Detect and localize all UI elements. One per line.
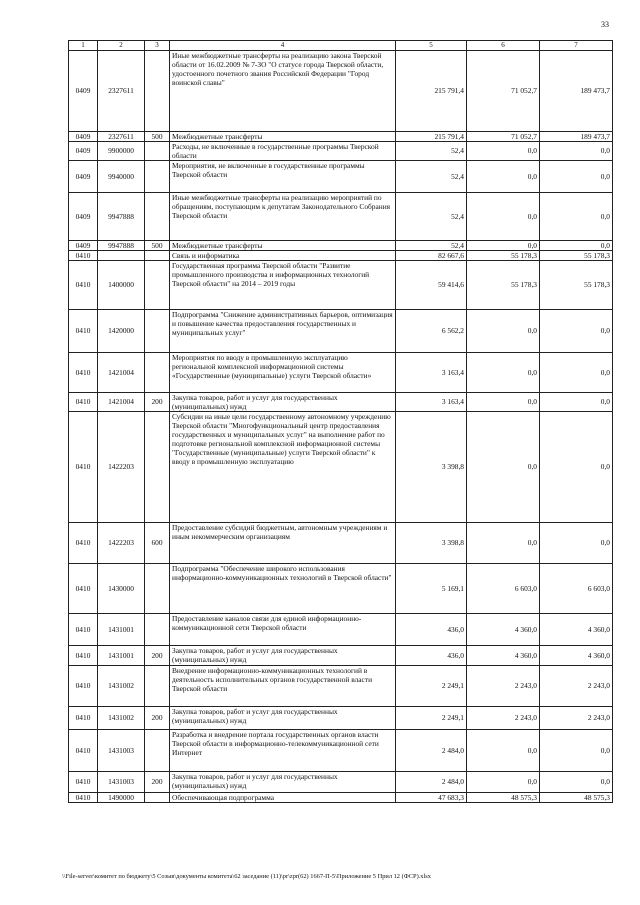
- code-section: 0410: [69, 729, 98, 771]
- code-section: 0410: [69, 563, 98, 613]
- table-row: [69, 665, 613, 706]
- code-target: 1421004: [98, 392, 145, 411]
- amount-col-5: 52,4: [396, 240, 467, 250]
- code-section: 0410: [69, 706, 98, 729]
- amount-col-7: 189 473,7: [540, 131, 613, 141]
- code-expense-type: [145, 141, 170, 160]
- table-row: [69, 50, 613, 131]
- amount-col-5: 215 791,4: [396, 50, 467, 131]
- row-description: Закупка товаров, работ и услуг для государственных (муниципальных) нужд: [170, 392, 396, 411]
- code-expense-type: 500: [145, 240, 170, 250]
- row-description: Мероприятия, не включенные в государственные программы Тверской области: [170, 160, 396, 192]
- code-expense-type: 200: [145, 771, 170, 792]
- table-row: [69, 522, 613, 563]
- table-row: [69, 613, 613, 645]
- code-section: 0409: [69, 141, 98, 160]
- code-section: 0410: [69, 250, 98, 260]
- amount-col-7: 55 178,3: [540, 250, 613, 260]
- header-col-5: 5: [396, 41, 467, 51]
- code-target: 1420000: [98, 309, 145, 352]
- amount-col-7: 6 603,0: [540, 563, 613, 613]
- code-target: 1422203: [98, 411, 145, 522]
- amount-col-6: 0,0: [467, 392, 540, 411]
- amount-col-5: 2 484,0: [396, 729, 467, 771]
- amount-col-6: 48 575,3: [467, 792, 540, 802]
- amount-col-6: 0,0: [467, 309, 540, 352]
- file-path-footer: \\File-server\комитет по бюджету\5 Созыв\документы комитета\62 заседание (11)\pr\zpr(62) 1667-П-5\Приложение 5 Прил 12 (ФСР).xlsx: [62, 873, 431, 880]
- amount-col-5: 2 249,1: [396, 706, 467, 729]
- row-description: Расходы, не включенные в государственные программы Тверской области: [170, 141, 396, 160]
- row-description: Иные межбюджетные трансферты на реализацию закона Тверской области от 16.02.2009 № 7-ЗО "О статусе города Тверской области, удостоенного почетного звания Российской Федерации "Город воинской славы": [170, 50, 396, 131]
- row-description: Межбюджетные трансферты: [170, 240, 396, 250]
- code-target: [98, 250, 145, 260]
- row-description: Мероприятия по вводу в промышленную эксплуатацию региональной комплексной информационной системы «Государственные (муниципальные) услуги Тверской области»: [170, 352, 396, 392]
- code-expense-type: [145, 192, 170, 240]
- code-expense-type: [145, 563, 170, 613]
- code-expense-type: 200: [145, 706, 170, 729]
- amount-col-6: 71 052,7: [467, 50, 540, 131]
- code-section: 0409: [69, 131, 98, 141]
- budget-table: [68, 40, 613, 803]
- code-target: 1430000: [98, 563, 145, 613]
- code-target: 2327611: [98, 131, 145, 141]
- table-row: [69, 352, 613, 392]
- amount-col-7: 2 243,0: [540, 665, 613, 706]
- row-description: Внедрение информационно-коммуникационных технологий в деятельность исполнительных органов государственной власти Тверской области: [170, 665, 396, 706]
- table-row: [69, 771, 613, 792]
- code-section: 0410: [69, 613, 98, 645]
- amount-col-7: 4 360,0: [540, 645, 613, 665]
- code-expense-type: [145, 792, 170, 802]
- amount-col-5: 5 169,1: [396, 563, 467, 613]
- code-section: 0409: [69, 50, 98, 131]
- code-target: 1431003: [98, 771, 145, 792]
- code-target: 1400000: [98, 260, 145, 309]
- code-target: 1431002: [98, 665, 145, 706]
- row-description: Иные межбюджетные трансферты на реализацию мероприятий по обращениям, поступающим к депутатам Законодательного Собрания Тверской области: [170, 192, 396, 240]
- amount-col-6: 0,0: [467, 771, 540, 792]
- amount-col-6: 0,0: [467, 411, 540, 522]
- amount-col-5: 52,4: [396, 192, 467, 240]
- table-row: [69, 160, 613, 192]
- amount-col-6: 4 360,0: [467, 613, 540, 645]
- amount-col-6: 55 178,3: [467, 260, 540, 309]
- amount-col-7: 0,0: [540, 352, 613, 392]
- code-target: 2327611: [98, 50, 145, 131]
- code-section: 0409: [69, 192, 98, 240]
- table-row: [69, 706, 613, 729]
- code-section: 0410: [69, 411, 98, 522]
- code-expense-type: [145, 260, 170, 309]
- amount-col-6: 55 178,3: [467, 250, 540, 260]
- code-target: 9900000: [98, 141, 145, 160]
- code-target: 1431001: [98, 645, 145, 665]
- amount-col-6: 6 603,0: [467, 563, 540, 613]
- row-description: Межбюджетные трансферты: [170, 131, 396, 141]
- amount-col-7: 4 360,0: [540, 613, 613, 645]
- row-description: Подпрограмма "Снижение административных барьеров, оптимизация и повышение качества предоставления государственных и муниципальных услуг": [170, 309, 396, 352]
- amount-col-6: 4 360,0: [467, 645, 540, 665]
- amount-col-5: 215 791,4: [396, 131, 467, 141]
- table-row: [69, 260, 613, 309]
- header-col-4: 4: [170, 41, 396, 51]
- code-expense-type: [145, 665, 170, 706]
- table-row: [69, 729, 613, 771]
- code-target: 1431001: [98, 613, 145, 645]
- header-row: [69, 41, 613, 51]
- amount-col-7: 55 178,3: [540, 260, 613, 309]
- code-expense-type: [145, 250, 170, 260]
- row-description: Предоставление каналов связи для единой информационно-коммуникационной сети Тверской области: [170, 613, 396, 645]
- code-expense-type: 600: [145, 522, 170, 563]
- code-section: 0409: [69, 240, 98, 250]
- code-section: 0410: [69, 645, 98, 665]
- amount-col-7: 0,0: [540, 309, 613, 352]
- header-col-6: 6: [467, 41, 540, 51]
- code-target: 1422203: [98, 522, 145, 563]
- amount-col-6: 2 243,0: [467, 665, 540, 706]
- amount-col-7: 0,0: [540, 411, 613, 522]
- header-col-2: 2: [98, 41, 145, 51]
- amount-col-5: 2 484,0: [396, 771, 467, 792]
- code-expense-type: [145, 411, 170, 522]
- code-section: 0409: [69, 160, 98, 192]
- amount-col-5: 436,0: [396, 645, 467, 665]
- code-expense-type: [145, 352, 170, 392]
- code-expense-type: [145, 729, 170, 771]
- row-description: Закупка товаров, работ и услуг для государственных (муниципальных) нужд: [170, 706, 396, 729]
- code-expense-type: [145, 613, 170, 645]
- amount-col-7: 0,0: [540, 522, 613, 563]
- amount-col-5: 47 683,3: [396, 792, 467, 802]
- amount-col-5: 3 398,8: [396, 522, 467, 563]
- amount-col-7: 0,0: [540, 729, 613, 771]
- amount-col-6: 0,0: [467, 192, 540, 240]
- amount-col-7: 2 243,0: [540, 706, 613, 729]
- code-expense-type: [145, 50, 170, 131]
- table-row: [69, 309, 613, 352]
- code-section: 0410: [69, 665, 98, 706]
- amount-col-5: 52,4: [396, 160, 467, 192]
- amount-col-7: 0,0: [540, 160, 613, 192]
- amount-col-7: 0,0: [540, 240, 613, 250]
- amount-col-7: 0,0: [540, 392, 613, 411]
- amount-col-5: 3 163,4: [396, 352, 467, 392]
- row-description: Связь и информатика: [170, 250, 396, 260]
- row-description: Закупка товаров, работ и услуг для государственных (муниципальных) нужд: [170, 771, 396, 792]
- amount-col-5: 3 163,4: [396, 392, 467, 411]
- amount-col-6: 0,0: [467, 352, 540, 392]
- amount-col-7: 189 473,7: [540, 50, 613, 131]
- table-row: [69, 250, 613, 260]
- amount-col-6: 0,0: [467, 729, 540, 771]
- table-row: [69, 192, 613, 240]
- header-col-3: 3: [145, 41, 170, 51]
- row-description: Разработка и внедрение портала государственных органов власти Тверской области в информационно-телекоммуникационной сети Интернет: [170, 729, 396, 771]
- code-section: 0410: [69, 522, 98, 563]
- amount-col-6: 0,0: [467, 522, 540, 563]
- table-row: [69, 392, 613, 411]
- amount-col-7: 0,0: [540, 771, 613, 792]
- code-section: 0410: [69, 309, 98, 352]
- row-description: Субсидии на иные цели государственному автономному учреждению Тверской области "Многофункциональный центр предоставления государственных и муниципальных услуг" на выполнение работ по подготовке региональной комплексной информационной системы "Государственные (муниципальные) услуги Тверской области" к вводу в промышленную эксплуатацию: [170, 411, 396, 522]
- code-target: 1490000: [98, 792, 145, 802]
- code-expense-type: 200: [145, 645, 170, 665]
- row-description: Подпрограмма "Обеспечение широкого использования информационно-коммуникационных технологий в Тверской области": [170, 563, 396, 613]
- table-row: [69, 563, 613, 613]
- table-row: [69, 240, 613, 250]
- amount-col-7: 0,0: [540, 141, 613, 160]
- code-section: 0410: [69, 792, 98, 802]
- amount-col-5: 6 562,2: [396, 309, 467, 352]
- code-section: 0410: [69, 771, 98, 792]
- row-description: Обеспечивающая подпрограмма: [170, 792, 396, 802]
- amount-col-6: 0,0: [467, 141, 540, 160]
- header-col-1: 1: [69, 41, 98, 51]
- code-section: 0410: [69, 392, 98, 411]
- amount-col-5: 59 414,6: [396, 260, 467, 309]
- code-target: 9947888: [98, 240, 145, 250]
- table-row: [69, 141, 613, 160]
- amount-col-6: 0,0: [467, 240, 540, 250]
- amount-col-6: 71 052,7: [467, 131, 540, 141]
- code-section: 0410: [69, 352, 98, 392]
- row-description: Предоставление субсидий бюджетным, автономным учреждениям и иным некоммерческим организациям: [170, 522, 396, 563]
- table-row: [69, 792, 613, 802]
- code-target: 1431002: [98, 706, 145, 729]
- amount-col-7: 0,0: [540, 192, 613, 240]
- code-target: 1421004: [98, 352, 145, 392]
- amount-col-5: 3 398,8: [396, 411, 467, 522]
- code-expense-type: [145, 160, 170, 192]
- amount-col-5: 82 667,6: [396, 250, 467, 260]
- table-row: [69, 411, 613, 522]
- amount-col-5: 436,0: [396, 613, 467, 645]
- page-number: 33: [601, 20, 609, 29]
- row-description: Государственная программа Тверской области "Развитие промышленного производства и информационных технологий Тверской области" на 2014 – 2019 годы: [170, 260, 396, 309]
- amount-col-6: 2 243,0: [467, 706, 540, 729]
- code-section: 0410: [69, 260, 98, 309]
- amount-col-5: 2 249,1: [396, 665, 467, 706]
- code-target: 1431003: [98, 729, 145, 771]
- amount-col-7: 48 575,3: [540, 792, 613, 802]
- row-description: Закупка товаров, работ и услуг для государственных (муниципальных) нужд: [170, 645, 396, 665]
- header-col-7: 7: [540, 41, 613, 51]
- code-expense-type: 500: [145, 131, 170, 141]
- code-target: 9947888: [98, 192, 145, 240]
- code-expense-type: 200: [145, 392, 170, 411]
- amount-col-6: 0,0: [467, 160, 540, 192]
- table-row: [69, 131, 613, 141]
- code-expense-type: [145, 309, 170, 352]
- code-target: 9940000: [98, 160, 145, 192]
- amount-col-5: 52,4: [396, 141, 467, 160]
- table-row: [69, 645, 613, 665]
